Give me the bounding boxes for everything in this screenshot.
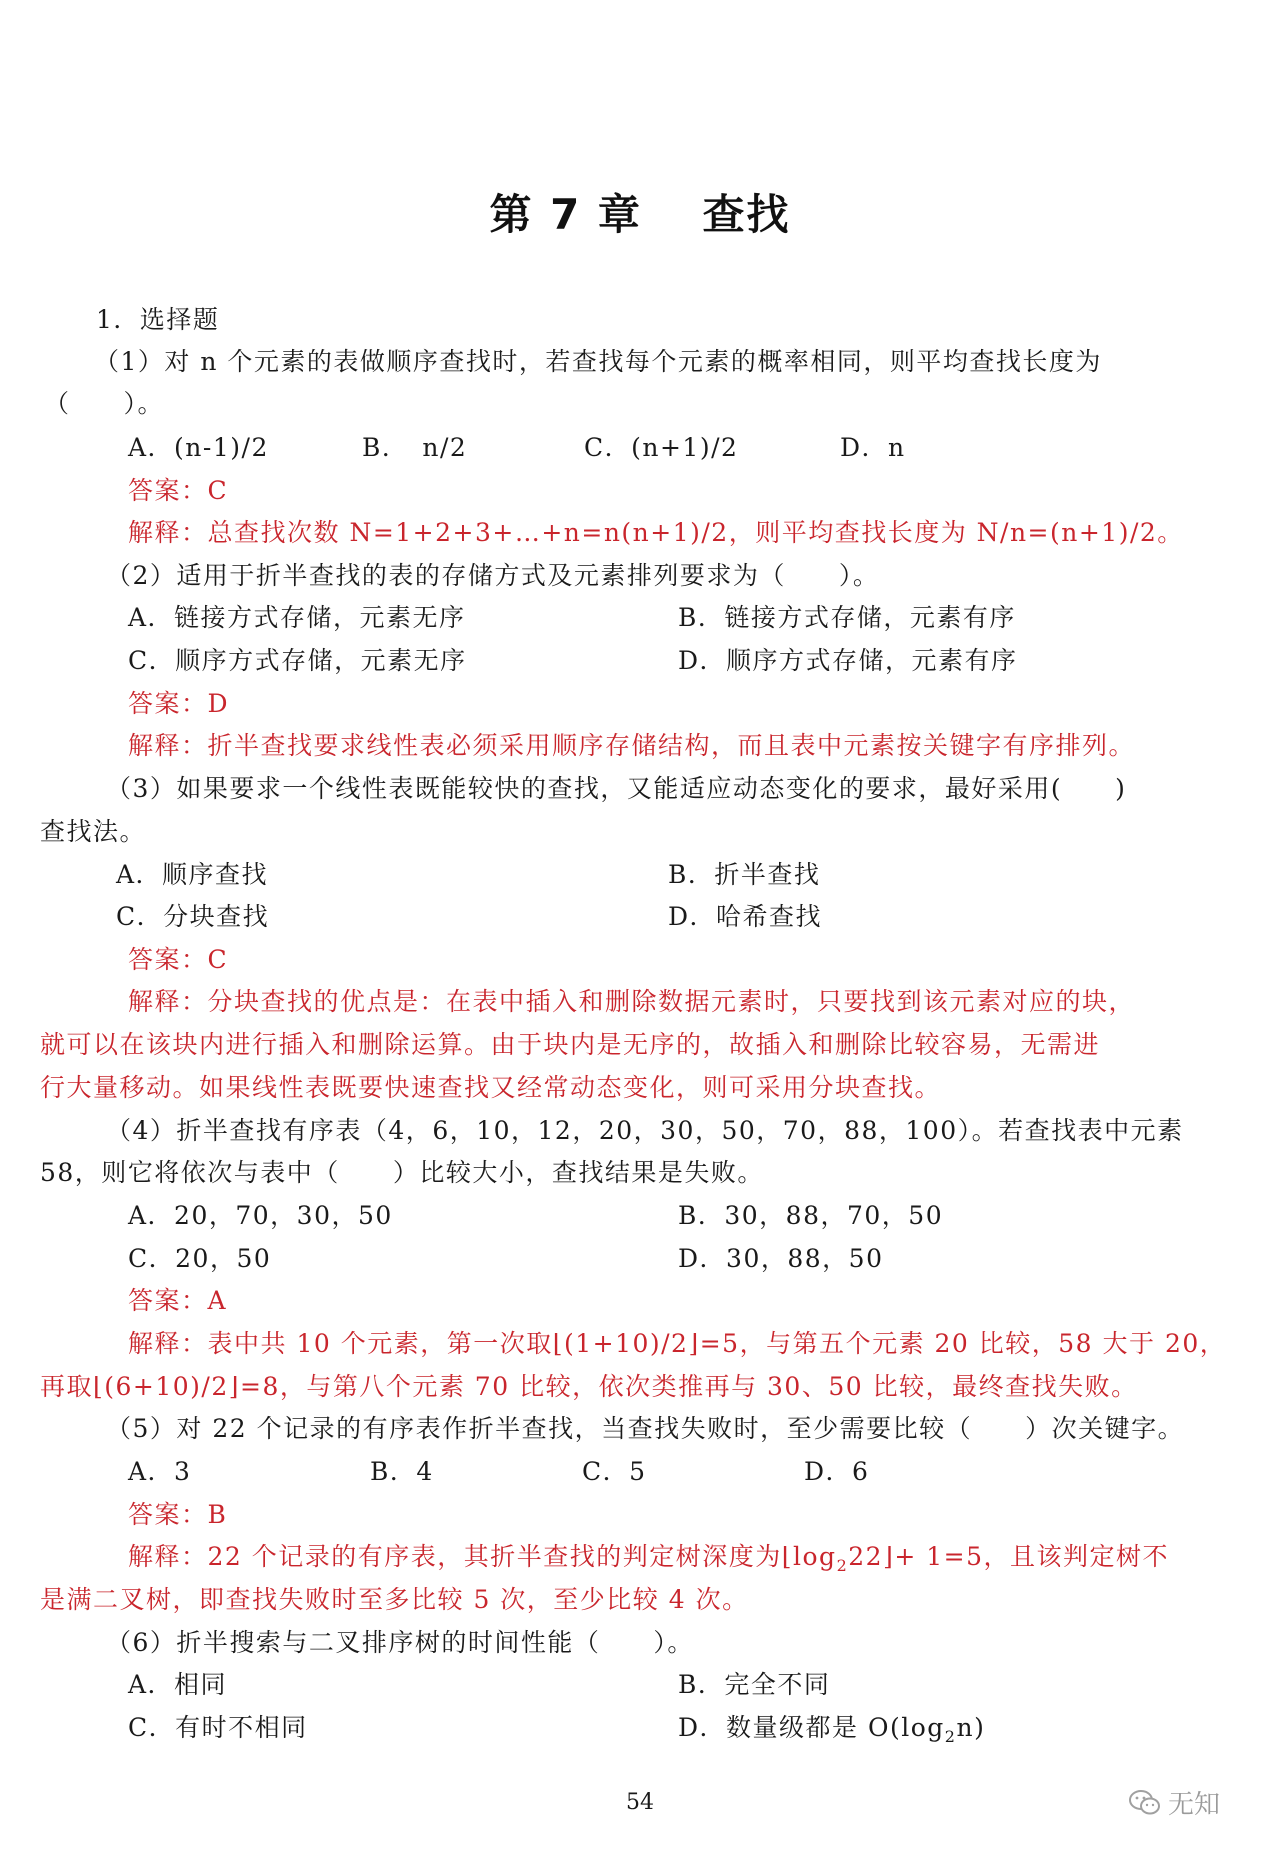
q3-option-c: C．分块查找 <box>116 902 270 931</box>
q4-answer: 答案：A <box>128 1286 228 1315</box>
q6-stem: （6）折半搜索与二叉排序树的时间性能（ ）。 <box>106 1628 694 1657</box>
q5-stem: （5）对 22 个记录的有序表作折半查找，当查找失败时，至少需要比较（ ）次关键字。 <box>106 1414 1185 1443</box>
q5-explanation-subscript: 2 <box>836 1556 849 1575</box>
q5-option-d: D．6 <box>804 1457 870 1486</box>
q4-stem-line2: 58，则它将依次与表中（ ）比较大小，查找结果是失败。 <box>40 1158 764 1187</box>
q2-option-a: A．链接方式存储，元素无序 <box>128 603 466 632</box>
q3-stem-line2: 查找法。 <box>40 817 147 846</box>
chapter-title: 第 7 章 查找 <box>489 190 791 239</box>
watermark-text: 无知 <box>1168 1790 1221 1820</box>
q6-option-b: B．完全不同 <box>678 1670 831 1699</box>
q6-option-d-pre: D．数量级都是 O(log <box>678 1713 945 1742</box>
q3-option-a: A．顺序查找 <box>116 860 269 889</box>
q1-option-a: A．(n-1)/2 <box>128 433 269 462</box>
q4-stem-line1: （4）折半查找有序表（4，6，10，12，20，30，50，70，88，100）。若查找表中元素 <box>106 1116 1184 1145</box>
q3-explanation-line2: 就可以在该块内进行插入和删除运算。由于块内是无序的，故插入和删除比较容易，无需进 <box>40 1030 1101 1059</box>
q2-option-b: B．链接方式存储，元素有序 <box>678 603 1016 632</box>
q2-option-d: D．顺序方式存储，元素有序 <box>678 646 1018 675</box>
q5-answer: 答案：B <box>128 1500 228 1529</box>
watermark <box>1128 1784 1220 1821</box>
q5-option-c: C．5 <box>582 1457 647 1486</box>
q6-option-c: C．有时不相同 <box>128 1713 308 1742</box>
q1-stem-line1: （1）对 n 个元素的表做顺序查找时，若查找每个元素的概率相同，则平均查找长度为 <box>94 347 1102 376</box>
q6-option-d-post: n) <box>956 1713 986 1742</box>
q3-option-d: D．哈希查找 <box>668 902 823 931</box>
q4-option-a: A．20，70，30，50 <box>128 1201 393 1230</box>
q5-explanation-line2: 是满二叉树，即查找失败时至多比较 5 次，至少比较 4 次。 <box>40 1585 749 1614</box>
q3-explanation-line3: 行大量移动。如果线性表既要快速查找又经常动态变化，则可采用分块查找。 <box>40 1073 942 1102</box>
q2-answer: 答案：D <box>128 689 230 718</box>
q4-option-c: C．20，50 <box>128 1244 272 1273</box>
q1-option-b: B． n/2 <box>362 433 468 462</box>
q4-option-b: B．30，88，70，50 <box>678 1201 944 1230</box>
q1-option-c: C．(n+1)/2 <box>584 433 739 462</box>
q2-option-c: C．顺序方式存储，元素无序 <box>128 646 467 675</box>
q1-answer: 答案：C <box>128 476 229 505</box>
q4-option-d: D．30，88，50 <box>678 1244 884 1273</box>
q2-stem: （2）适用于折半查找的表的存储方式及元素排列要求为（ ）。 <box>106 561 880 590</box>
q3-explanation-line1: 解释：分块查找的优点是：在表中插入和删除数据元素时，只要找到该元素对应的块， <box>128 987 1136 1016</box>
section-heading: 1．选择题 <box>96 305 220 334</box>
wechat-icon <box>1128 1789 1162 1817</box>
q4-explanation-line1: 解释：表中共 10 个元素，第一次取⌊(1+10)/2⌋=5，与第五个元素 20 比较，58 大于 20， <box>128 1329 1227 1358</box>
page-number: 54 <box>626 1790 654 1815</box>
q6-option-d-subscript: 2 <box>944 1727 957 1746</box>
q3-option-b: B．折半查找 <box>668 860 821 889</box>
q1-explanation: 解释：总查找次数 N=1+2+3+…+n=n(n+1)/2，则平均查找长度为 N/n=(n+1)/2。 <box>128 518 1184 547</box>
q1-option-d: D．n <box>840 433 906 462</box>
q3-answer: 答案：C <box>128 945 229 974</box>
q1-stem-line2: （ ）。 <box>44 389 165 418</box>
q6-option-a: A．相同 <box>128 1670 228 1699</box>
q2-explanation: 解释：折半查找要求线性表必须采用顺序存储结构，而且表中元素按关键字有序排列。 <box>128 731 1136 760</box>
q5-explanation-post: 22⌋+ 1=5，且该判定树不 <box>848 1542 1169 1571</box>
q5-explanation-line1 <box>128 1542 1169 1581</box>
q4-explanation-line2: 再取⌊(6+10)/2⌋=8，与第八个元素 70 比较，依次类推再与 30、50 比较，最终查找失败。 <box>40 1372 1138 1401</box>
q5-explanation-pre: 解释：22 个记录的有序表，其折半查找的判定树深度为⌊log <box>128 1542 837 1571</box>
q5-option-a: A．3 <box>128 1457 192 1486</box>
q3-stem-line1: （3）如果要求一个线性表既能较快的查找，又能适应动态变化的要求，最好采用( ) <box>106 774 1127 803</box>
q6-option-d <box>678 1713 985 1752</box>
q5-option-b: B．4 <box>370 1457 434 1486</box>
